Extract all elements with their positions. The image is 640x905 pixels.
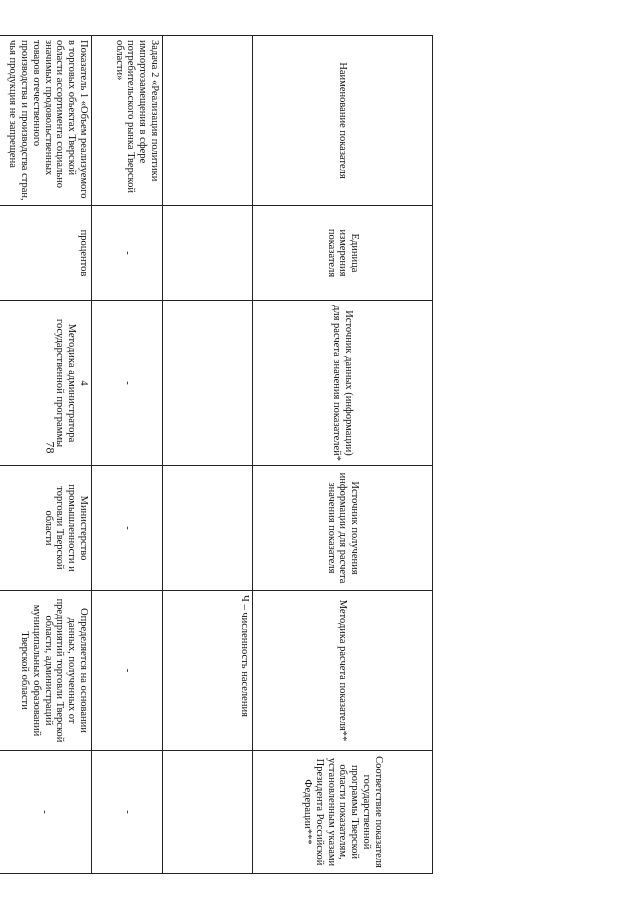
header-unit: Единица измерения показателя (253, 206, 433, 301)
cell-name: Задача 2 «Реализация политики импортозамещения в сфере потребительского рынка Тверской области» (92, 36, 163, 206)
header-method: Методика расчета показателя** (253, 591, 433, 751)
header-name: Наименование показателя (253, 36, 433, 206)
page-number: 78 (43, 441, 58, 454)
cell-data-source: - (92, 301, 163, 466)
table-row (0, 36, 92, 874)
indicator-table (0, 35, 433, 874)
header-data-source: Источник данных (информации) для расчета значения показателей* (253, 301, 433, 466)
cell-name (163, 36, 253, 206)
table-row (163, 36, 253, 874)
cell-compliance: - (92, 751, 163, 874)
cell-data-source (163, 301, 253, 466)
cell-unit: - (92, 206, 163, 301)
cell-info-source: - (92, 466, 163, 591)
cell-unit (163, 206, 253, 301)
header-info-source: Источник получения информации для расчета значения показателя (253, 466, 433, 591)
header-compliance: Соответствие показателя государственной программы Тверской области показателям, установленным указами Президента Российской Федерации*** (253, 751, 433, 874)
cell-info-source (163, 466, 253, 591)
table-row (92, 36, 163, 874)
cell-method: Ч – численность населения (163, 591, 253, 751)
cell-info-source: Министерство промышленности и торговли Тверской области (0, 466, 92, 591)
cell-name: Показатель 1 «Объем реализуемого в торговых объектах Тверской области ассортимента социально значимых продовольственных товаров отечественного производства и производства стран, чья продукция не запрещена (0, 36, 92, 206)
cell-data-source: 4 Методика администратора государственной программы (0, 301, 92, 466)
cell-compliance (163, 751, 253, 874)
cell-compliance: - (0, 751, 92, 874)
cell-method: - (92, 591, 163, 751)
header-row (253, 36, 433, 874)
cell-method: Определяется на основании данных, полученных от предприятий торговли Тверской области, администраций муниципальных образований Тверской области (0, 591, 92, 751)
cell-unit: процентов (0, 206, 92, 301)
